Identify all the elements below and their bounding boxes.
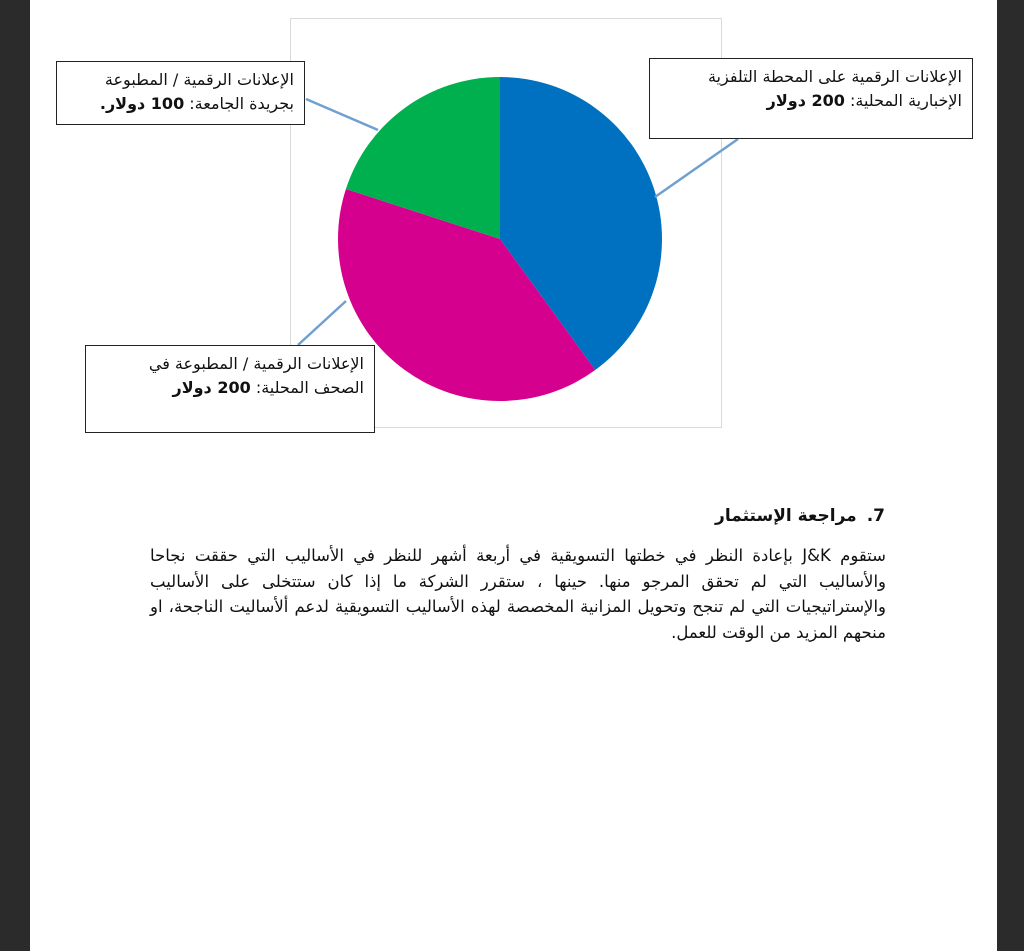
callout-tv-station [649,58,973,139]
callout-text: الإخبارية المحلية: [844,91,962,110]
section-number: 7. [866,506,885,526]
callout-line [660,89,962,113]
leader-line-1 [298,301,346,345]
callout-value: 200 دولار [172,378,251,397]
callout-value: 200 دولار [766,91,845,110]
callout-line: الإعلانات الرقمية / المطبوعة في [148,354,364,373]
callout-text: بجريدة الجامعة: [184,94,294,113]
callout-text: الصحف المحلية: [250,378,364,397]
leader-line-0 [655,139,738,197]
section-body-paragraph: ستقوم J&K بإعادة النظر في خطتها التسويقية في أربعة أشهر للنظر في الأساليب التي حققت نجاحا والأساليب التي لم تحقق المرجو منها. حينها ، ستقرر الشركة ما إذا كان ستتخلى على الأساليب والإستراتيجيات التي لم تنجح وتحويل المزانية المخصصة لهذه الأساليب التسويقية لدعم ألأساليت الناجحة، او منحهم المزيد من الوقت للعمل. [150,546,886,642]
section-heading [480,506,885,526]
callout-line: الإعلانات الرقمية / المطبوعة [104,70,294,89]
callout-line: الإعلانات الرقمية على المحطة التلفزية [707,67,962,86]
leader-line-2 [306,99,378,130]
callout-local-newspapers [85,345,375,433]
section-title: مراجعة الإستثمار [715,506,857,526]
callout-line [96,376,364,400]
callout-value: 100 دولار. [99,94,185,113]
callout-university-paper [56,61,305,125]
callout-line [67,92,294,116]
